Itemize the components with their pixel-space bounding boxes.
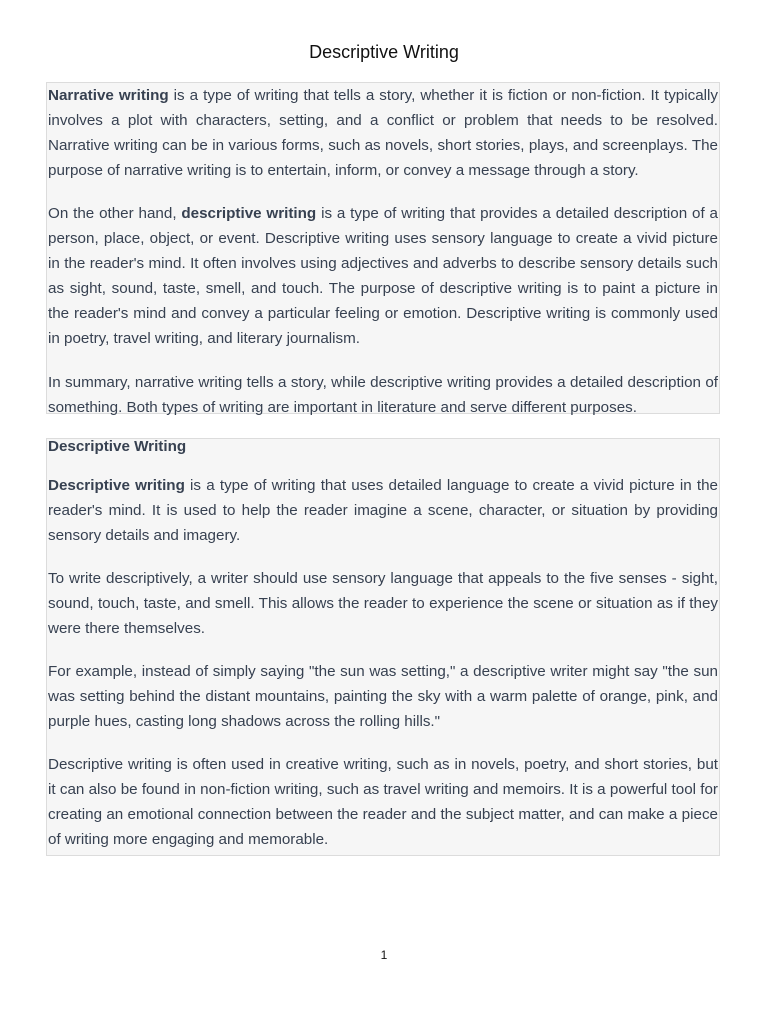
term-descriptive-writing: descriptive writing [181, 205, 317, 222]
paragraph-definition [48, 473, 718, 548]
paragraph-usage: Descriptive writing is often used in creative writing, such as in novels, poetry, and short stories, but it can also be found in non-fiction writing, such as travel writing and memoirs. It is a powerful tool for creating an emotional connection between the reader and the subject matter, and can make a piece of writing more engaging and memorable. [48, 756, 718, 848]
page-number: 1 [380, 948, 388, 962]
page-title: Descriptive Writing [309, 42, 459, 62]
paragraph-sensory-language: To write descriptively, a writer should use sensory language that appeals to the five senses - sight, sound, touch, taste, and smell. This allows the reader to experience the scene or situation as if they were there themselves. [48, 570, 718, 637]
term-descriptive-writing: Descriptive writing [48, 477, 185, 494]
paragraph-text: is a type of writing that uses detailed language to create a vivid picture in the reader's mind. It is used to help the reader imagine a scene, character, or situation by providing sensory details and imagery. [48, 477, 718, 544]
section-heading: Descriptive Writing [48, 438, 187, 455]
paragraph-descriptive-writing [48, 201, 718, 351]
paragraph-example: For example, instead of simply saying "the sun was setting," a descriptive writer might say "the sun was setting behind the distant mountains, painting the sky with a warm palette of orange, pink, and purple hues, casting long shadows across the rolling hills." [48, 663, 718, 730]
paragraph-summary: In summary, narrative writing tells a story, while descriptive writing provides a detailed description of something. Both types of writing are important in literature and serve different purposes. [48, 374, 718, 416]
paragraph-text: On the other hand, [48, 205, 182, 222]
paragraph-text: is a type of writing that tells a story, whether it is fiction or non-fiction. It typically involves a plot with characters, setting, and a conflict or problem that needs to be resolved. Narrative writing can be in various forms, such as novels, short stories, plays, and screenplays. The purpose of narrative writing is to entertain, inform, or convey a message through a story. [48, 87, 718, 179]
paragraph-narrative-writing [48, 83, 718, 183]
term-narrative-writing: Narrative writing [48, 87, 169, 104]
descriptive-writing-block [46, 438, 720, 856]
narrative-vs-descriptive-block [46, 82, 720, 414]
paragraph-text: is a type of writing that provides a detailed description of a person, place, object, or event. Descriptive writing uses sensory language to create a vivid picture in the reader's mind. It often involves using adjectives and adverbs to describe sensory details such as sight, sound, taste, smell, and touch. The purpose of descriptive writing is to paint a picture in the reader's mind and convey a particular feeling or emotion. Descriptive writing is commonly used in poetry, travel writing, and literary journalism. [48, 205, 718, 347]
